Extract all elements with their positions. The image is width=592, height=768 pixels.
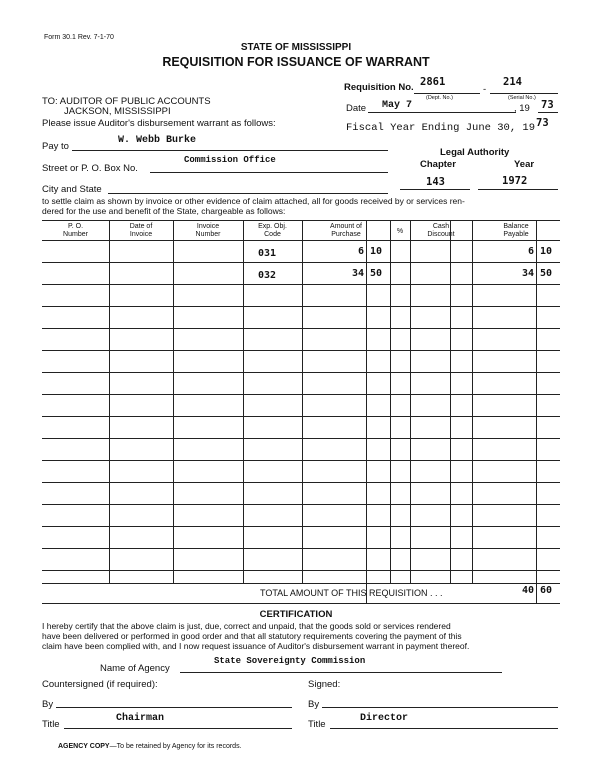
row-line bbox=[42, 438, 560, 439]
col-divider bbox=[536, 221, 537, 603]
dept-line bbox=[414, 93, 480, 94]
date-year-prefix: , 19 bbox=[514, 103, 530, 114]
street-label: Street or P. O. Box No. bbox=[42, 163, 138, 174]
street-value[interactable]: Commission Office bbox=[184, 155, 276, 165]
chapter-line bbox=[400, 189, 470, 190]
col-divider bbox=[302, 221, 303, 583]
requisition-dash: - bbox=[483, 84, 487, 95]
header-balance: Balance Payable bbox=[503, 223, 529, 238]
title-left-value[interactable]: Chairman bbox=[116, 713, 165, 724]
row-line bbox=[42, 306, 560, 307]
row2-balance-cents[interactable]: 50 bbox=[540, 268, 553, 279]
dept-caption: (Dept. No.) bbox=[426, 95, 453, 101]
fiscal-label: Fiscal Year Ending June 30, 19 bbox=[346, 122, 536, 134]
header-invoice-number: Invoice Number bbox=[195, 223, 221, 238]
year-value[interactable]: 1972 bbox=[502, 175, 528, 187]
footer-bold: AGENCY COPY bbox=[58, 743, 110, 750]
serial-caption: (Serial No.) bbox=[508, 95, 536, 101]
serial-number[interactable]: 214 bbox=[503, 76, 522, 88]
chapter-value[interactable]: 143 bbox=[426, 176, 445, 188]
year-label: Year bbox=[514, 159, 535, 170]
header-date-invoice: Date of Invoice bbox=[129, 223, 153, 238]
row2-balance-dollars[interactable]: 34 bbox=[521, 268, 534, 279]
col-divider bbox=[243, 221, 244, 583]
chapter-label: Chapter bbox=[420, 159, 456, 170]
row2-exp-obj[interactable]: 032 bbox=[258, 270, 277, 281]
date-line bbox=[368, 112, 516, 113]
row1-exp-obj[interactable]: 031 bbox=[258, 248, 277, 259]
row1-balance-cents[interactable]: 10 bbox=[540, 246, 553, 257]
col-divider bbox=[390, 221, 391, 583]
by-left-label: By bbox=[42, 699, 54, 710]
row-line bbox=[42, 583, 560, 584]
total-label: TOTAL AMOUNT OF THIS REQUISITION . . . bbox=[260, 588, 443, 598]
row-line bbox=[42, 526, 560, 527]
row1-balance-dollars[interactable]: 6 bbox=[527, 246, 534, 257]
by-right-label: By bbox=[308, 699, 320, 710]
header-exp-obj: Exp. Obj. Code bbox=[258, 223, 287, 238]
pay-to-line bbox=[72, 150, 388, 151]
date-year-line bbox=[538, 112, 558, 113]
date-year[interactable]: 73 bbox=[541, 99, 554, 111]
title-left-label: Title bbox=[42, 719, 60, 730]
total-cents[interactable]: 60 bbox=[540, 585, 553, 596]
footer-rest: —To be retained by Agency for its records. bbox=[109, 743, 242, 750]
col-divider bbox=[450, 221, 451, 583]
serial-line bbox=[490, 93, 558, 94]
row-line bbox=[42, 372, 560, 373]
title-right-label: Title bbox=[308, 719, 326, 730]
row2-amount-dollars[interactable]: 34 bbox=[351, 268, 364, 279]
form-number: Form 30.1 Rev. 7-1-70 bbox=[44, 34, 114, 41]
date-label: Date bbox=[346, 103, 367, 114]
col-divider bbox=[173, 221, 174, 583]
by-right-line[interactable] bbox=[322, 707, 558, 708]
row-line bbox=[42, 548, 560, 549]
countersigned-label: Countersigned (if required): bbox=[42, 679, 158, 690]
dept-number[interactable]: 2861 bbox=[420, 76, 446, 88]
to-line-1: TO: AUDITOR OF PUBLIC ACCOUNTS bbox=[42, 96, 211, 107]
year-line bbox=[478, 189, 558, 190]
row-line bbox=[42, 240, 560, 241]
legal-authority-title: Legal Authority bbox=[440, 147, 510, 158]
title-left-line bbox=[64, 728, 292, 729]
row-line bbox=[42, 504, 560, 505]
city-line bbox=[108, 193, 388, 194]
charges-table bbox=[42, 220, 560, 604]
header-cash-discount: Cash Discount bbox=[427, 223, 455, 238]
date-value[interactable]: May 7 bbox=[382, 100, 413, 111]
total-dollars[interactable]: 40 bbox=[521, 585, 534, 596]
col-divider bbox=[109, 221, 110, 583]
signed-label: Signed: bbox=[308, 679, 341, 690]
row-line bbox=[42, 262, 560, 263]
title-right-line bbox=[330, 728, 558, 729]
row2-amount-cents[interactable]: 50 bbox=[370, 268, 383, 279]
row-line bbox=[42, 328, 560, 329]
pay-to-value[interactable]: W. Webb Burke bbox=[118, 135, 197, 146]
agency-line bbox=[180, 672, 502, 673]
header-pct: % bbox=[396, 228, 404, 235]
certification-title: CERTIFICATION bbox=[259, 609, 333, 620]
header-amount: Amount of Purchase bbox=[330, 223, 362, 238]
row-line bbox=[42, 460, 560, 461]
row-line bbox=[42, 394, 560, 395]
footer bbox=[58, 743, 242, 750]
col-divider bbox=[366, 221, 367, 603]
requisition-label: Requisition No. bbox=[344, 82, 414, 93]
header-po: P. O. Number bbox=[63, 223, 88, 238]
agency-label: Name of Agency bbox=[100, 663, 170, 674]
row-line bbox=[42, 416, 560, 417]
col-divider bbox=[472, 221, 473, 583]
state-title: STATE OF MISSISSIPPI bbox=[240, 42, 352, 53]
street-line bbox=[150, 172, 388, 173]
row1-amount-dollars[interactable]: 6 bbox=[357, 246, 364, 257]
col-divider bbox=[410, 221, 411, 583]
settle-text-2: dered for the use and benefit of the State, chargeable as follows: bbox=[42, 206, 286, 216]
settle-text-1: to settle claim as shown by invoice or other evidence of claim attached, all for goods received by or services ren- bbox=[42, 196, 465, 206]
row-line bbox=[42, 482, 560, 483]
row-line bbox=[42, 284, 560, 285]
certification-line-3: claim have been complied with, and I now request issuance of Auditor's disbursement warrant in payment thereof. bbox=[42, 641, 470, 651]
form-title: REQUISITION FOR ISSUANCE OF WARRANT bbox=[162, 55, 430, 69]
pay-to-label: Pay to bbox=[42, 141, 69, 152]
title-right-value[interactable]: Director bbox=[360, 713, 409, 724]
agency-value[interactable]: State Sovereignty Commission bbox=[214, 656, 366, 666]
row-line bbox=[42, 350, 560, 351]
row1-amount-cents[interactable]: 10 bbox=[370, 246, 383, 257]
to-line-2: JACKSON, MISSISSIPPI bbox=[64, 106, 171, 117]
certification-line-2: have been delivered or performed in good order and that all statutory requirements covering the payment of this bbox=[42, 631, 462, 641]
to-line-3: Please issue Auditor's disbursement warrant as follows: bbox=[42, 118, 276, 129]
city-label: City and State bbox=[42, 184, 102, 195]
certification-line-1: I hereby certify that the above claim is just, due, correct and unpaid, that the goods sold or services rendered bbox=[42, 621, 451, 631]
row-line bbox=[42, 570, 560, 571]
by-left-line[interactable] bbox=[56, 707, 292, 708]
fiscal-year[interactable]: 73 bbox=[536, 117, 549, 129]
